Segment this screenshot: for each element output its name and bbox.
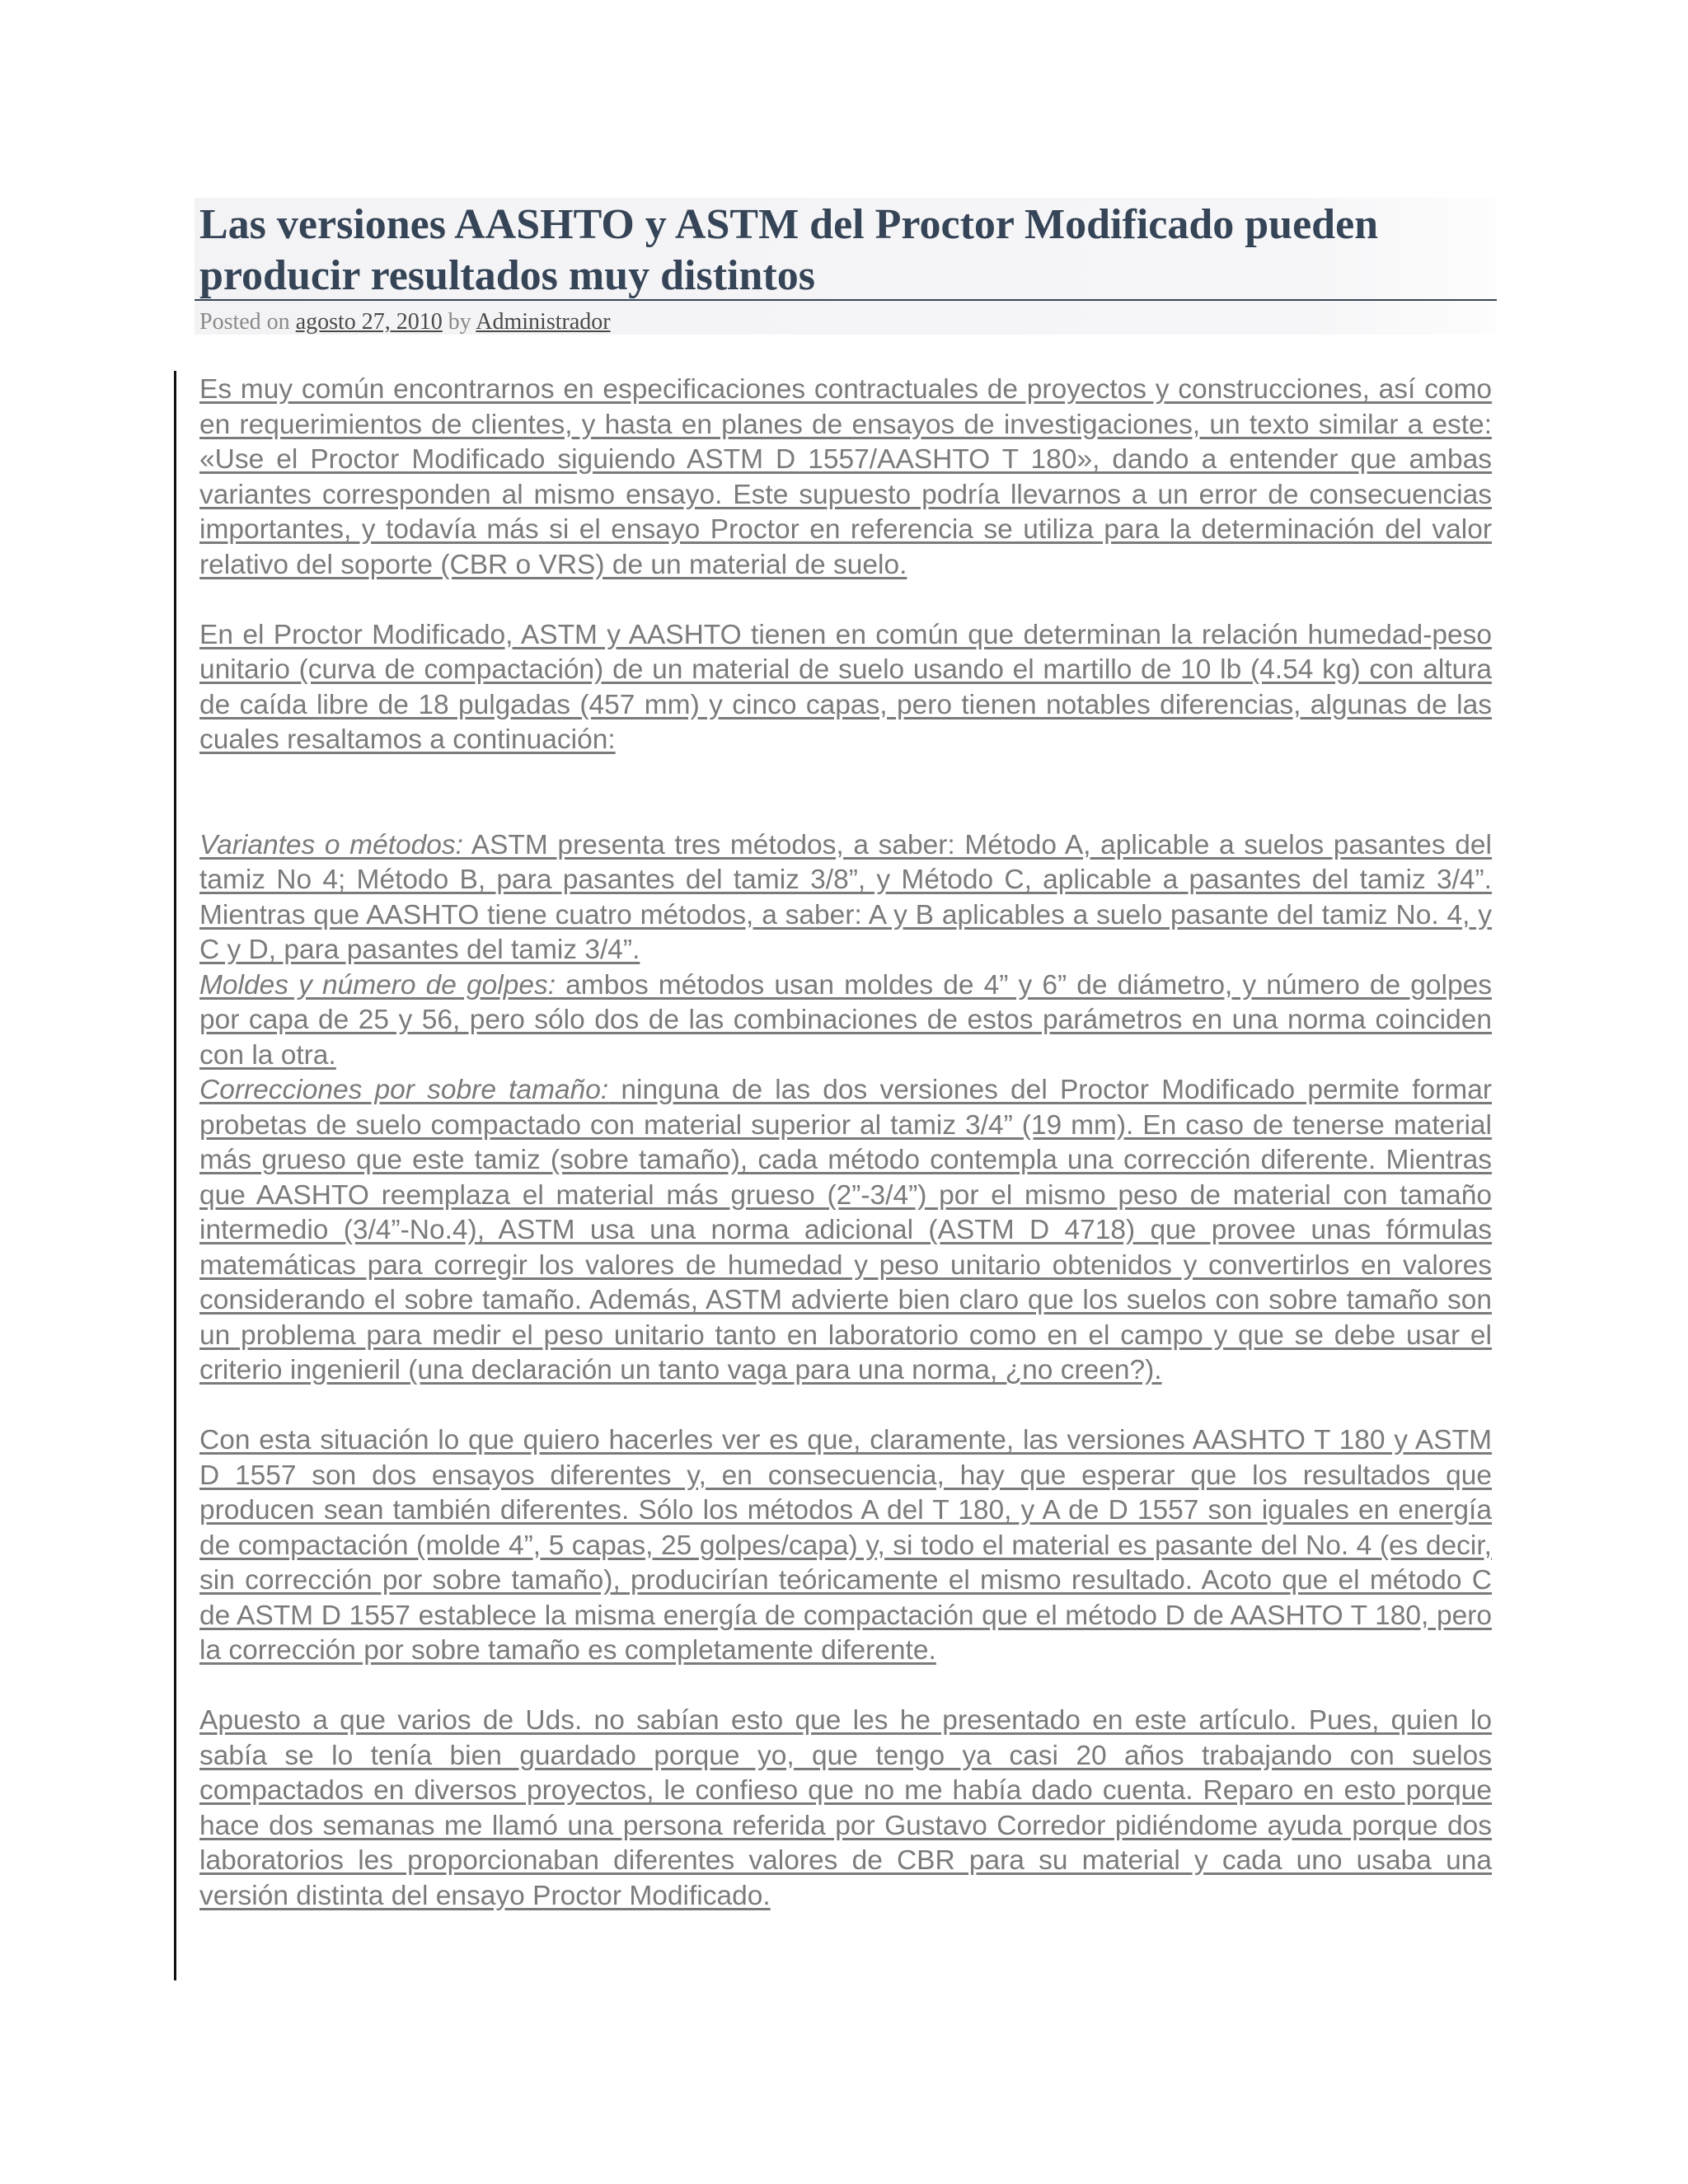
paragraph-conclusion: Con esta situación lo que quiero hacerles ver es que, claramente, las versiones AASHTO T 180 y ASTM D 1557 son dos ensayos diferentes y, en consecuencia, hay que esperar que los resultados que producen sean también diferentes. Sólo los métodos A del T 180, y A de D 1557 son iguales en energía de compactación (molde 4”, 5 capas, 25 golpes/capa) y, si todo el material es pasante del No. 4 (es decir, sin corrección por sobre tamaño), producirían teóricamente el mismo resultado. Acoto que el método C de ASTM D 1557 establece la misma energía de compactación que el método D de AASHTO T 180, pero la corrección por sobre tamaño es completamente diferente. bbox=[199, 1425, 1492, 1666]
list-item-corrections bbox=[199, 1073, 1492, 1389]
item-label: Correcciones por sobre tamaño: bbox=[199, 1075, 609, 1105]
item-label: Variantes o métodos: bbox=[199, 829, 463, 860]
post-meta bbox=[199, 308, 611, 336]
post-title: Las versiones AASHTO y ASTM del Proctor Modificado pueden producir resultados muy distintos bbox=[199, 201, 1379, 299]
list-item-variants bbox=[199, 828, 1492, 968]
item-text: ambos métodos usan moldes de 4” y 6” de diámetro, y número de golpes por capa de 25 y 56, pero sólo dos de las combinaciones de estos parámetros en una norma coinciden con la otra. bbox=[199, 969, 1492, 1071]
posted-on-label: Posted on bbox=[199, 309, 290, 335]
title-divider bbox=[195, 299, 1497, 301]
item-text: ninguna de las dos versiones del Proctor Modificado permite formar probetas de suelo compactado con material superior al tamiz 3/4” (19 mm). En caso de tenerse material más grueso que este tamiz (sobre tamaño), cada método contempla una corrección diferente. Mientras que AASHTO reemplaza el material más grueso (2”-3/4”) por el mismo peso de material con tamaño intermedio (3/4”-No.4), ASTM usa una norma adicional (ASTM D 4718) que provee unas fórmulas matemáticas para corregir los valores de humedad y peso unitario obtenidos y convertirlos en valores considerando el sobre tamaño. Además, ASTM advierte bien claro que los suelos con sobre tamaño son un problema para medir el peso unitario tanto en laboratorio como en el campo y que se debe usar el criterio ingenieril (una declaración un tanto vaga para una norma, ¿no creen?). bbox=[199, 1075, 1492, 1385]
list-item-molds bbox=[199, 968, 1492, 1074]
by-label: by bbox=[448, 309, 471, 335]
post-date-link[interactable]: agosto 27, 2010 bbox=[295, 309, 443, 335]
item-text: ASTM presenta tres métodos, a saber: Método A, aplicable a suelos pasantes del tamiz No 4; Método B, para pasantes del tamiz 3/8”, y Método C, aplicable a pasantes del tamiz 3/4”. Mientras que AASHTO tiene cuatro métodos, a saber: A y B aplicables a suelo pasante del tamiz No. 4, y C y D, para pasantes del tamiz 3/4”. bbox=[199, 829, 1492, 965]
left-margin-rule bbox=[174, 371, 176, 1980]
article-body bbox=[199, 373, 1492, 1914]
paragraph-common-features: En el Proctor Modificado, ASTM y AASHTO tienen en común que determinan la relación humedad-peso unitario (curva de compactación) de un material de suelo usando el martillo de 10 lb (4.54 kg) con altura de caída libre de 18 pulgadas (457 mm) y cinco capas, pero tienen notables diferencias, algunas de las cuales resaltamos a continuación: bbox=[199, 619, 1492, 755]
paragraph-closing: Apuesto a que varios de Uds. no sabían esto que les he presentado en este artículo. Pues, quien lo sabía se lo tenía bien guardado porque yo, que tengo ya casi 20 años trabajando con suelos compactados en diversos proyectos, le confieso que no me había dado cuenta. Reparo en esto porque hace dos semanas me llamó una persona referida por Gustavo Corredor pidiéndome ayuda porque dos laboratorios les proporcionaban diferentes valores de CBR para su material y cada uno usaba una versión distinta del ensayo Proctor Modificado. bbox=[199, 1705, 1492, 1911]
item-label: Moldes y número de golpes: bbox=[199, 969, 556, 1001]
author-link[interactable]: Administrador bbox=[476, 309, 611, 335]
paragraph-intro: Es muy común encontrarnos en especificaciones contractuales de proyectos y construcciones, así como en requerimientos de clientes, y hasta en planes de ensayos de investigaciones, un texto similar a este: «Use el Proctor Modificado siguiendo ASTM D 1557/AASHTO T 180», dando a entender que ambas variantes corresponden al mismo ensayo. Este supuesto podría llevarnos a un error de consecuencias importantes, y todavía más si el ensayo Proctor en referencia se utiliza para la determinación del valor relativo del soporte (CBR o VRS) de un material de suelo. bbox=[199, 374, 1492, 580]
